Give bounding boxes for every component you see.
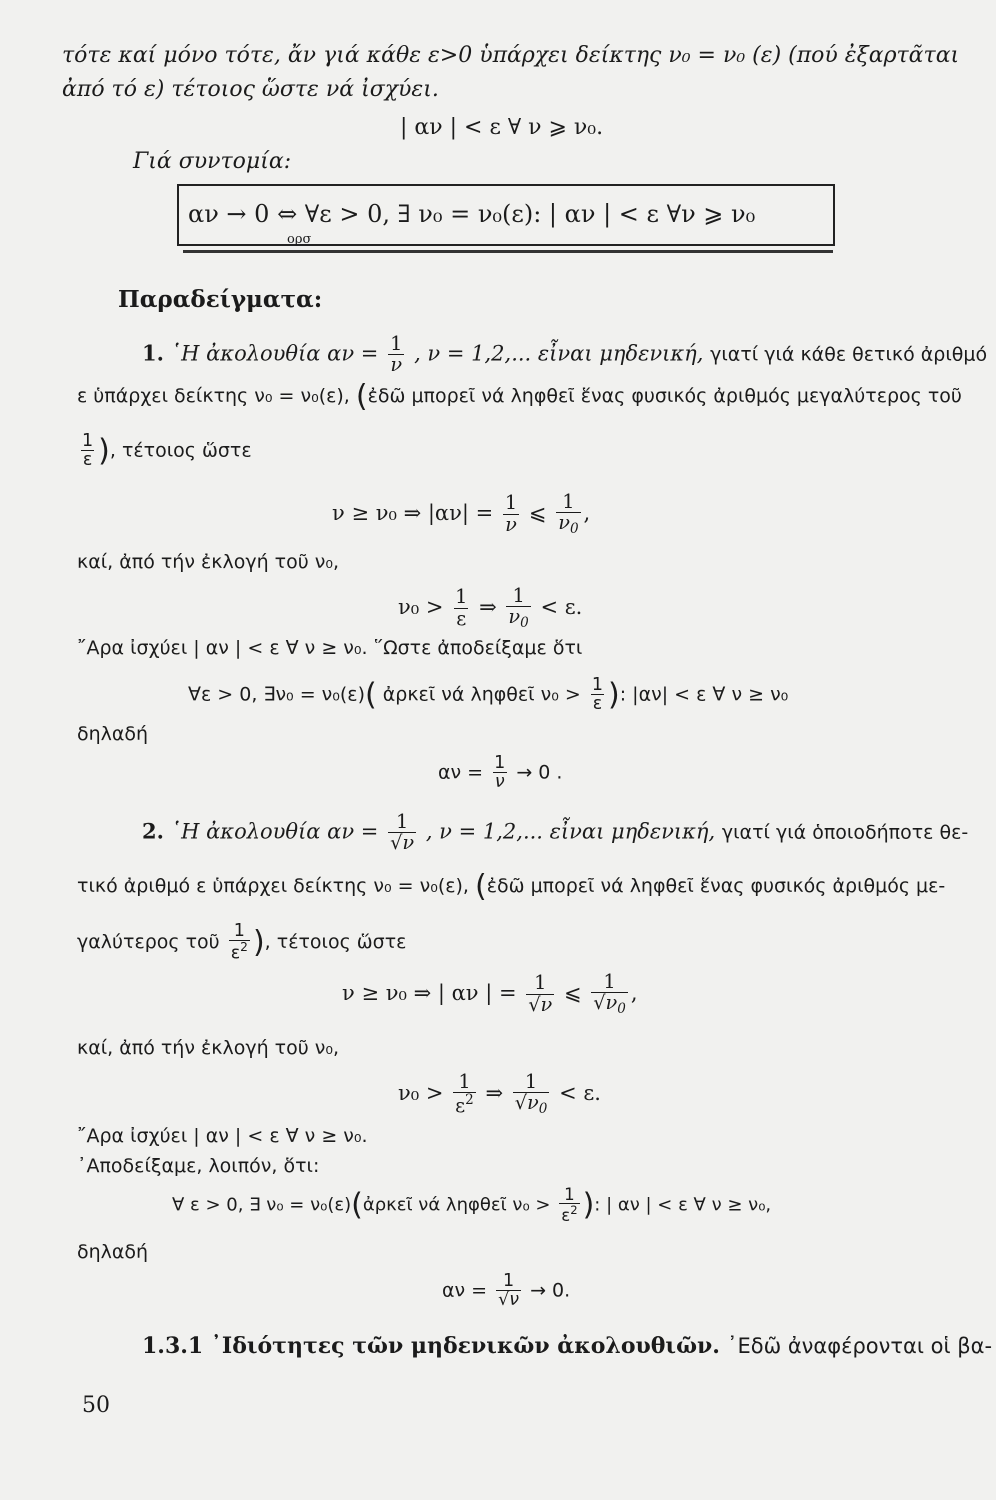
fraction-denominator: ν xyxy=(390,353,403,377)
example-2-line-1 xyxy=(142,812,968,854)
fraction: $\frac{1}{\varepsilon}$ xyxy=(591,675,604,715)
fraction-denominator: ε xyxy=(82,450,93,471)
example-1-line-3: $\frac{1}{\varepsilon}$ ), τέτοιος ὥστε xyxy=(82,431,252,471)
equation-part-c: : | αν | < ε ∀ ν ≥ ν₀, xyxy=(594,1194,772,1216)
example-2-such-that: τέτοιος ὥστε xyxy=(276,931,407,953)
less-equal-sign: ⩽ xyxy=(528,500,547,525)
example-1-line-1 xyxy=(142,334,987,376)
fraction: $\frac{1}{\varepsilon^2}$ xyxy=(561,1185,578,1226)
fraction: $\frac{1}{\nu}$ xyxy=(494,753,506,793)
boxed-formula: αν → 0 ⇔ ∀ε > 0, ∃ ν₀ = ν₀(ε): | αν | < ε ∀ν ⩾ ν₀ xyxy=(188,200,756,228)
example-1-holds: ῎Αρα ἰσχύει | αν | < ε ∀ ν ≥ ν₀. ῞Ωστε ἀποδείξαμε ὅτι xyxy=(77,637,583,659)
example-1-reason: γιατί γιά κάθε θετικό ἀριθμό xyxy=(710,343,988,366)
section-heading-line xyxy=(142,1332,992,1361)
equation-left: αν = xyxy=(438,761,484,784)
example-2-note: ἐδῶ μπορεῖ νά ληφθεῖ ἕνας φυσικός ἀριθμός με- xyxy=(486,875,946,897)
box-shadow xyxy=(183,250,833,253)
example-2-intro: ῾Η ἀκολουθία αν = xyxy=(170,819,379,844)
example-2-greater-than: γαλύτερος τοῦ xyxy=(77,931,220,953)
briefly-label: Γιά συντομία: xyxy=(133,149,292,174)
example-1-choice: καί, ἀπό τήν ἐκλογή τοῦ ν₀, xyxy=(77,551,340,573)
fraction-numerator: 1 xyxy=(390,332,403,355)
example-1-number: 1. xyxy=(142,340,164,366)
one-over-epsilon xyxy=(80,432,95,470)
example-2-that-is: δηλαδή xyxy=(77,1241,149,1263)
example-1-fraction xyxy=(388,334,404,376)
fraction: $\frac{1}{\varepsilon^2}$ xyxy=(455,1070,474,1118)
equation-part-b: ἀρκεῖ νά ληφθεῖ ν₀ > xyxy=(382,683,581,706)
example-1-equation-1: ν ≥ ν₀ ⇒ |αν| = $\frac{1}{\nu}$ ⩽ $\frac{1}{\nu_0}$ , xyxy=(332,490,591,538)
example-2-fraction: $\frac{1}{√\nu}$ xyxy=(390,810,415,855)
example-2-line-2: τικό ἀριθμό ε ὑπάρχει δείκτης ν₀ = ν₀(ε), (ἐδῶ μπορεῖ νά ληφθεῖ ἕνας φυσικός ἀριθμός με- xyxy=(77,869,946,904)
equation-right: < ε. xyxy=(540,594,583,619)
example-2-proved: ᾿Αποδείξαμε, λοιπόν, ὅτι: xyxy=(77,1155,320,1177)
example-2-equation-3: ∀ ε > 0, ∃ ν₀ = ν₀(ε)(ἀρκεῖ νά ληφθεῖ ν₀ > $\frac{1}{\varepsilon^2}$ ): | αν | < ε ∀ ν ≥ ν₀, xyxy=(172,1185,772,1226)
example-1-index-range: , ν = 1,2,... εἶναι μηδενική, xyxy=(414,341,704,366)
equation-left: αν = xyxy=(442,1279,488,1302)
example-2-index-range: , ν = 1,2,... εἶναι μηδενική, xyxy=(425,819,716,844)
equation-part-a: ∀ε > 0, ∃ν₀ = ν₀(ε) xyxy=(188,683,365,706)
fraction: $\frac{1}{\nu_0}$ xyxy=(558,490,579,538)
fraction: $\frac{1}{√\nu_0}$ xyxy=(593,970,626,1018)
section-intro: ᾿Εδῶ ἀναφέρονται οἱ βα- xyxy=(726,1334,993,1358)
equation-right: < ε. xyxy=(559,1080,601,1105)
example-2-equation-2: ν₀ > $\frac{1}{\varepsilon^2}$ ⇒ $\frac{1}{√\nu_0}$ < ε. xyxy=(398,1070,601,1118)
example-1-note: ἐδῶ μπορεῖ νά ληφθεῖ ἕνας φυσικός ἀριθμός μεγαλύτερος τοῦ xyxy=(367,385,962,407)
text-line-1: τότε καί μόνο τότε, ἄν γιά κάθε ε>0 ὑπάρχει δείκτης ν₀ = ν₀ (ε) (πού ἐξαρτᾶται xyxy=(62,43,960,68)
equation-right: → 0. xyxy=(530,1279,571,1302)
right-paren: ) xyxy=(98,433,110,469)
example-1-that-is: δηλαδή xyxy=(77,723,149,745)
fraction: $\frac{1}{√\nu}$ xyxy=(528,971,553,1016)
equation-left: ν₀ > xyxy=(398,594,444,619)
example-2-reason: γιατί γιά ὁποιοδήποτε θε- xyxy=(721,821,969,844)
example-2-holds: ῎Αρα ἰσχύει | αν | < ε ∀ ν ≥ ν₀. xyxy=(77,1125,368,1147)
example-1-equation-4 xyxy=(438,754,562,792)
left-paren: ( xyxy=(355,379,368,414)
example-2-equation-1: ν ≥ ν₀ ⇒ | αν | = $\frac{1}{√\nu}$ ⩽ $\frac{1}{√\nu_0}$ , xyxy=(342,970,638,1018)
example-1-intro: ῾Η ἀκολουθία αν = xyxy=(170,341,379,366)
fraction: $\frac{1}{\varepsilon^2}$ xyxy=(230,921,248,964)
fraction: $\frac{1}{\varepsilon}$ xyxy=(455,585,468,630)
example-2-number: 2. xyxy=(142,818,164,844)
example-2-equation-4 xyxy=(442,1272,570,1310)
fraction: $\frac{1}{\nu_0}$ xyxy=(508,584,529,632)
boxed-formula-label: ορσ xyxy=(287,232,312,247)
page-number: 50 xyxy=(82,1393,110,1418)
fraction-numerator: 1 xyxy=(82,431,94,451)
equation-right: → 0 . xyxy=(516,761,563,784)
example-1-such-that: τέτοιος ὥστε xyxy=(121,439,252,462)
fraction: $\frac{1}{√\nu}$ xyxy=(498,1271,520,1311)
equation-part-c: : |αν| < ε ∀ ν ≥ ν₀ xyxy=(619,683,789,706)
equation-left: ν ≥ ν₀ ⇒ | αν | = xyxy=(342,980,517,1005)
example-2-line-3: γαλύτερος τοῦ $\frac{1}{\varepsilon^2}$ ), τέτοιος ὥστε xyxy=(77,921,407,964)
fraction: $\frac{1}{√\nu_0}$ xyxy=(514,1070,548,1118)
example-1-index-text: ε ὑπάρχει δείκτης ν₀ = ν₀(ε), xyxy=(77,385,350,407)
equation-left: ν₀ > xyxy=(398,1080,444,1105)
example-1-equation-3: ∀ε > 0, ∃ν₀ = ν₀(ε)( ἀρκεῖ νά ληφθεῖ ν₀ > $\frac{1}{\varepsilon}$ ): |αν| < ε ∀ ν ≥ ν₀ xyxy=(188,675,789,715)
example-1-line-2 xyxy=(77,379,962,414)
example-1-equation-2: ν₀ > $\frac{1}{\varepsilon}$ ⇒ $\frac{1}{\nu_0}$ < ε. xyxy=(398,584,583,632)
equation-part-a: ∀ ε > 0, ∃ ν₀ = ν₀(ε) xyxy=(172,1194,352,1216)
examples-heading: Παραδείγματα: xyxy=(118,286,323,313)
fraction: $\frac{1}{\nu}$ xyxy=(504,491,518,536)
condition-formula: | αν | < ε ∀ ν ⩾ ν₀. xyxy=(400,115,604,140)
example-2-index-text: τικό ἀριθμό ε ὑπάρχει δείκτης ν₀ = ν₀(ε), xyxy=(77,875,469,897)
equation-left: ν ≥ ν₀ ⇒ |αν| = xyxy=(332,500,494,525)
example-2-choice: καί, ἀπό τήν ἐκλογή τοῦ ν₀, xyxy=(77,1037,340,1059)
text-line-2: ἀπό τό ε) τέτοιος ὥστε νά ἰσχύει. xyxy=(62,77,439,102)
equation-part-b: ἀρκεῖ νά ληφθεῖ ν₀ > xyxy=(362,1194,551,1216)
section-heading: 1.3.1 ᾿Ιδιότητες τῶν μηδενικῶν ἀκολουθιῶν. xyxy=(142,1333,720,1359)
